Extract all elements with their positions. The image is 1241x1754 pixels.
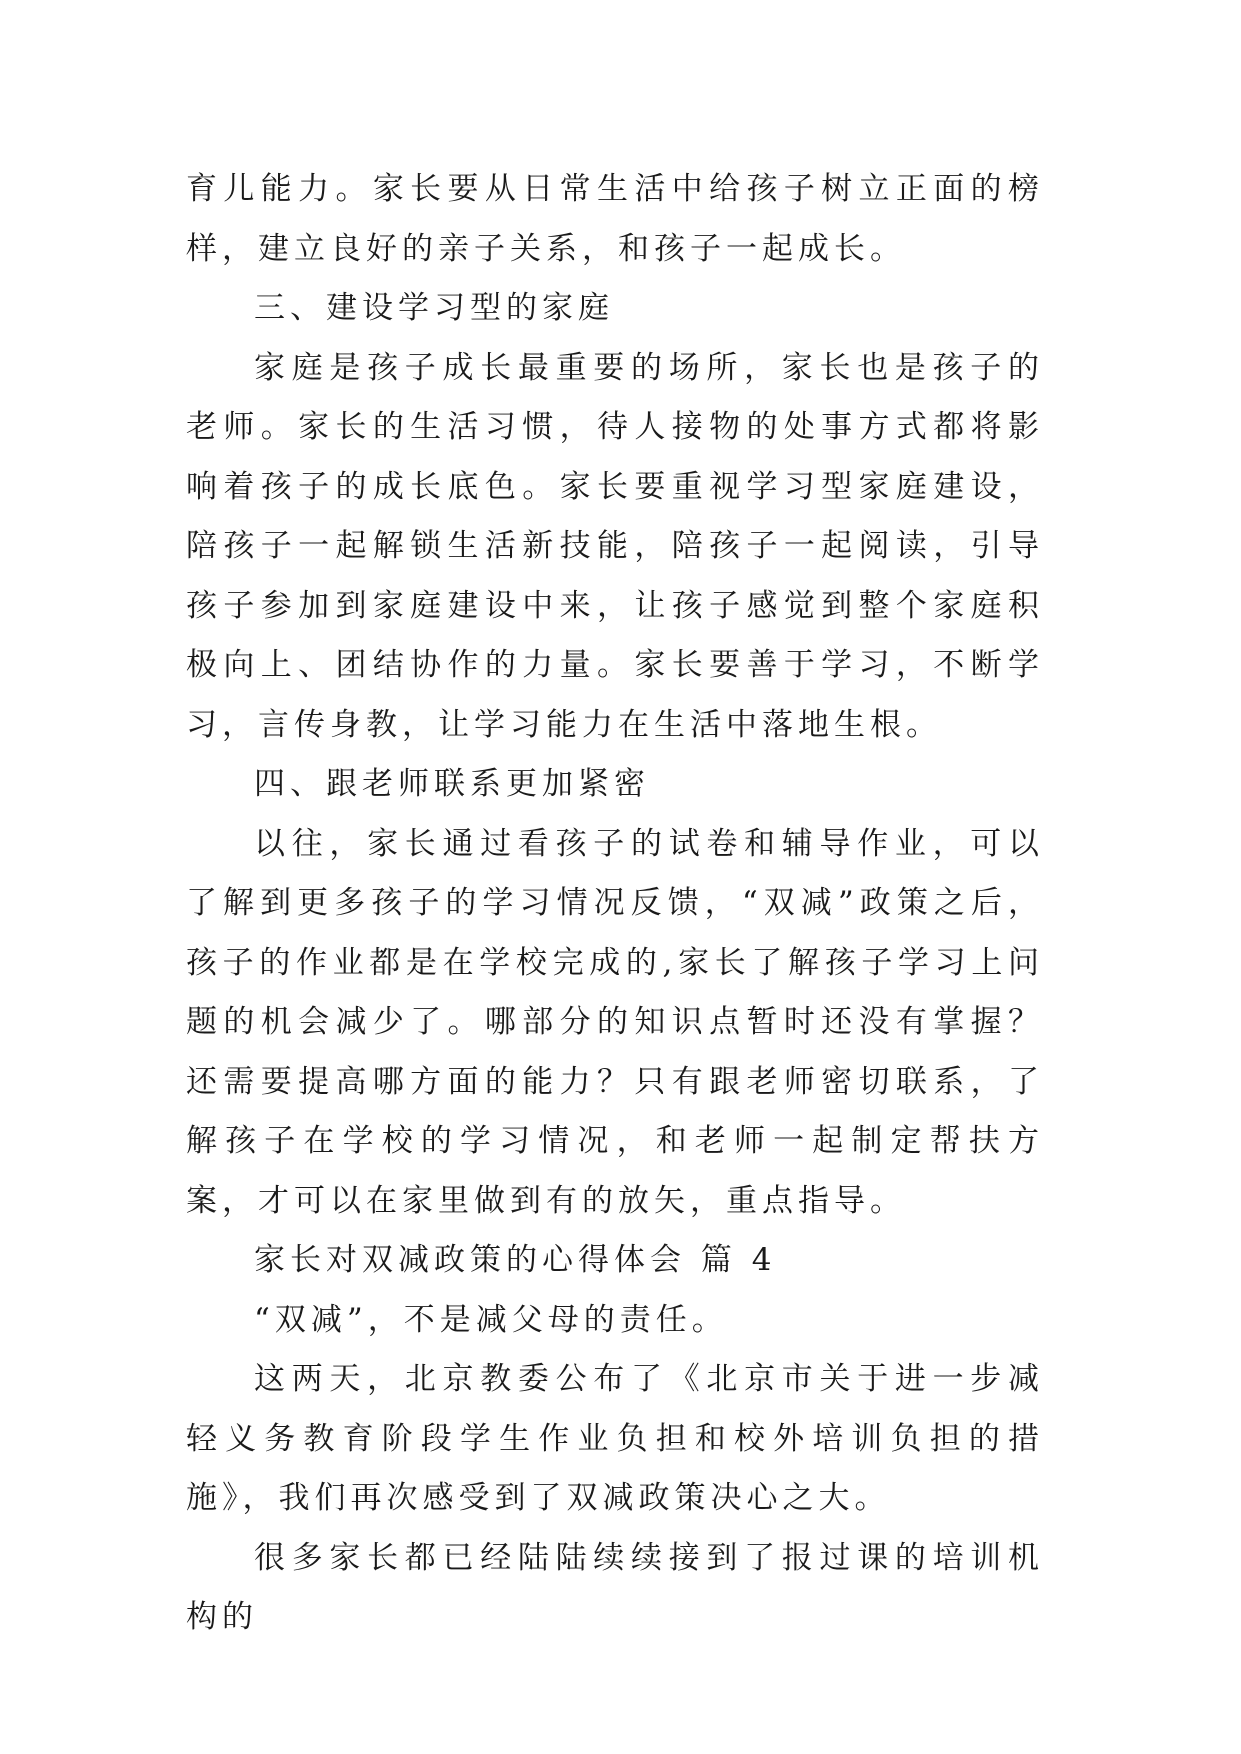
paragraph-continuation: 育儿能力。家长要从日常生活中给孩子树立正面的榜样，建立良好的亲子关系，和孩子一起成长。 — [186, 171, 1044, 267]
paragraph-beijing-policy: 这两天，北京教委公布了《北京市关于进一步减轻义务教育阶段学生作业负担和校外培训负担的措施》，我们再次感受到了双减政策决心之大。 — [186, 1361, 1044, 1516]
section-heading-3: 三、建设学习型的家庭 — [254, 290, 614, 326]
paragraph-double-reduction: “双减”，不是减父母的责任。 — [254, 1301, 728, 1338]
section-heading-4: 四、跟老师联系更加紧密 — [254, 766, 650, 802]
paragraph-training-institutions: 很多家长都已经陆陆续续接到了报过课的培训机构的 — [186, 1539, 1044, 1635]
article-title-part-4: 家长对双减政策的心得体会 篇 4 — [254, 1242, 777, 1278]
document-body — [186, 160, 1044, 1648]
paragraph-teacher-contact: 以往，家长通过看孩子的试卷和辅导作业，可以了解到更多孩子的学习情况反馈，“双减”政策之后，孩子的作业都是在学校完成的,家长了解孩子学习上问题的机会减少了。哪部分的知识点暂时还没有掌握？还需要提高哪方面的能力？只有跟老师密切联系，了解孩子在学校的学习情况，和老师一起制定帮扶方案，才可以在家里做到有的放矢，重点指导。 — [186, 825, 1044, 1219]
paragraph-learning-family: 家庭是孩子成长最重要的场所，家长也是孩子的老师。家长的生活习惯，待人接物的处事方式都将影响着孩子的成长底色。家长要重视学习型家庭建设，陪孩子一起解锁生活新技能，陪孩子一起阅读，引导孩子参加到家庭建设中来，让孩子感觉到整个家庭积极向上、团结协作的力量。家长要善于学习，不断学习，言传身教，让学习能力在生活中落地生根。 — [186, 349, 1044, 743]
